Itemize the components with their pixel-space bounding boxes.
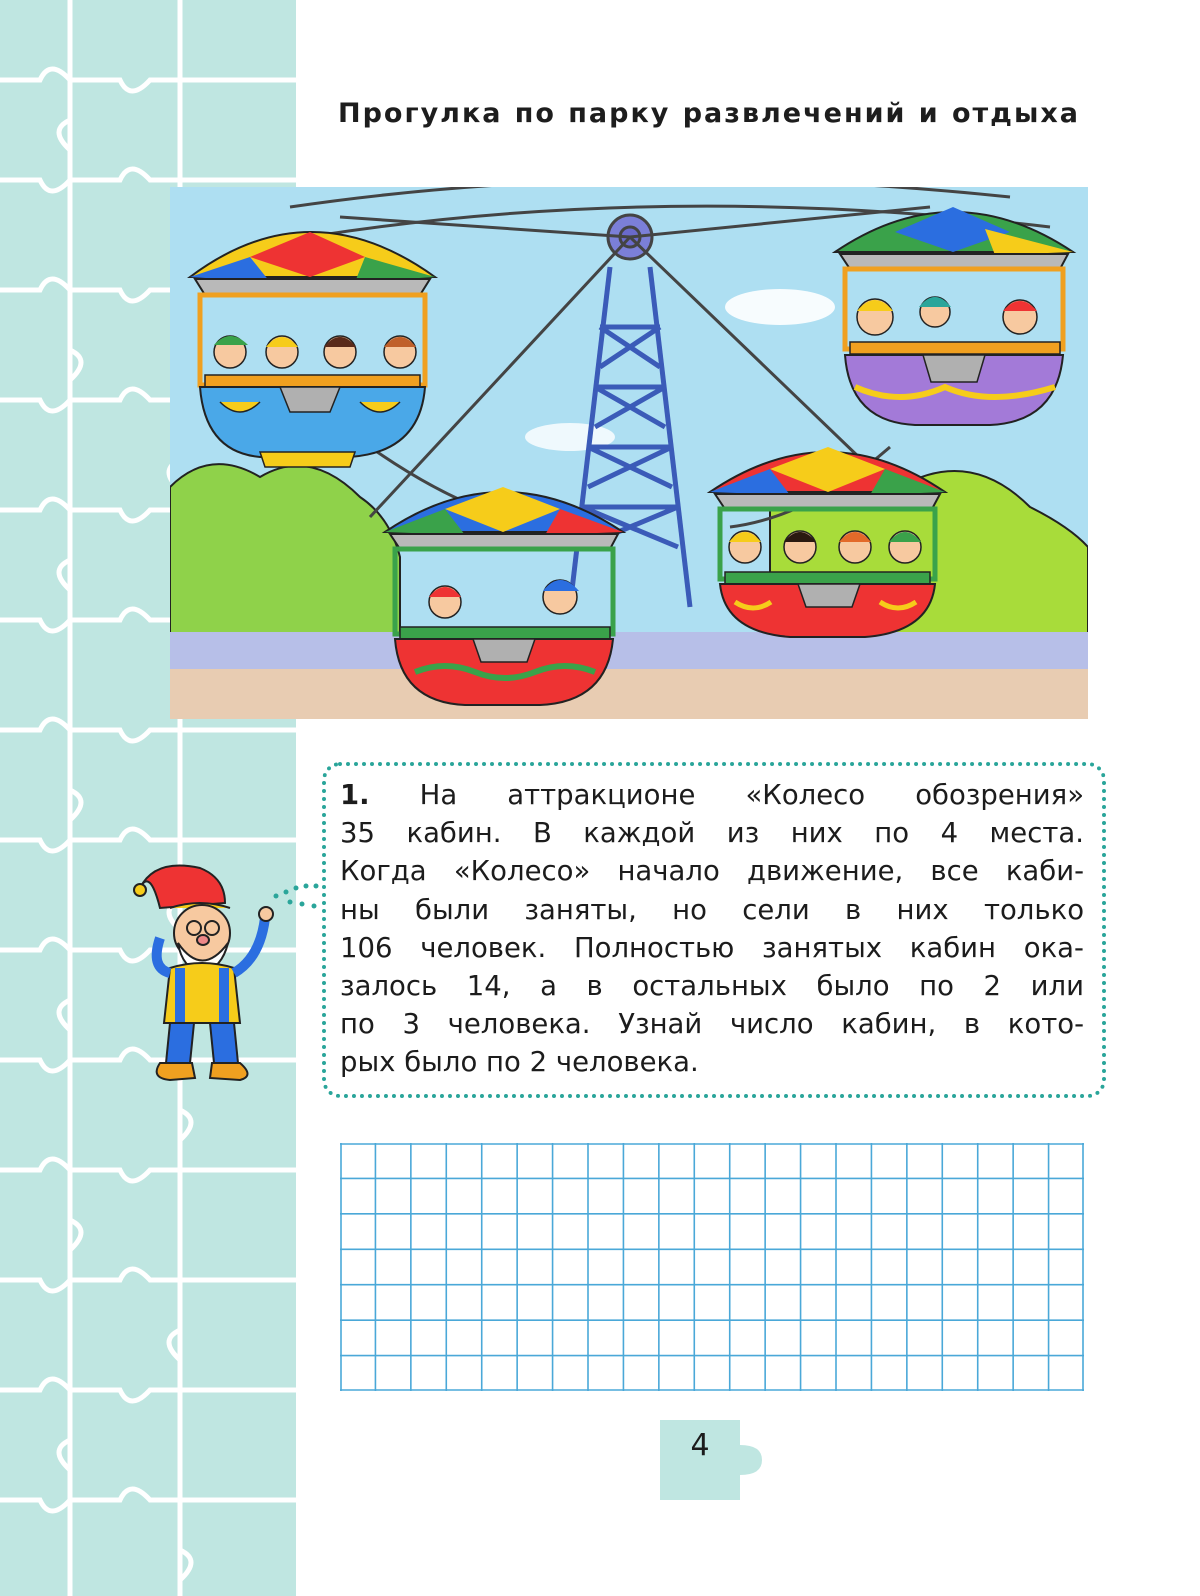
- task-number: 1.: [340, 779, 370, 811]
- task-word: аттракционе: [507, 779, 696, 811]
- task-line: [340, 852, 1084, 890]
- task-word: 2: [983, 969, 1002, 1002]
- ferris-wheel-icon: [170, 187, 1088, 719]
- task-word: а: [540, 969, 557, 1002]
- title-word: по: [514, 98, 556, 129]
- task-word: Когда: [340, 855, 427, 888]
- task-text: [340, 776, 1084, 1082]
- task-word: кабин: [909, 931, 997, 964]
- task-word: все: [930, 855, 979, 888]
- task-line: [340, 814, 1084, 852]
- task-word: каждой: [583, 817, 696, 850]
- task-word: остальных: [632, 969, 787, 1002]
- task-word: число: [729, 1008, 814, 1041]
- task-word: места.: [989, 817, 1084, 850]
- ferris-wheel-illustration: [170, 187, 1088, 719]
- task-word: по: [874, 817, 910, 850]
- task-word: них: [790, 817, 843, 850]
- task-word: 2: [529, 1046, 548, 1079]
- task-word: только: [983, 893, 1085, 926]
- task-word: были: [414, 893, 490, 926]
- task-word: по: [340, 1008, 375, 1041]
- page-title: [338, 98, 1080, 129]
- gnome-mascot-icon: [130, 848, 290, 1088]
- task-word: в: [845, 893, 862, 926]
- task-word: или: [1030, 969, 1084, 1002]
- page-number: 4: [690, 1428, 710, 1463]
- task-word: 4: [940, 817, 959, 850]
- task-word: из: [726, 817, 760, 850]
- task-word: человек.: [420, 931, 547, 964]
- task-word: 3: [402, 1008, 420, 1041]
- title-word: отдыха: [951, 98, 1080, 129]
- task-word: В: [532, 817, 552, 850]
- task-word: Полностью: [573, 931, 735, 964]
- title-word: развлечений: [682, 98, 907, 129]
- task-word: заняты,: [524, 893, 637, 926]
- task-word: них: [896, 893, 949, 926]
- task-word: 14,: [466, 969, 511, 1002]
- task-line: [340, 967, 1084, 1005]
- title-word: парку: [568, 98, 671, 129]
- task-line: [340, 891, 1084, 929]
- task-word: каби-: [1005, 855, 1085, 888]
- task-word: рых: [340, 1046, 396, 1079]
- task-line: [340, 776, 1084, 814]
- task-word: было: [404, 1046, 478, 1079]
- task-word: «Колесо»: [453, 855, 591, 888]
- task-word: ока-: [1023, 931, 1084, 964]
- task-line: [340, 1005, 1084, 1043]
- task-word: 35: [340, 817, 375, 850]
- task-word: человека.: [447, 1008, 591, 1041]
- task-word: кабин,: [841, 1008, 937, 1041]
- task-word: На: [419, 779, 458, 811]
- task-word: но: [672, 893, 707, 926]
- task-word: было: [816, 969, 890, 1002]
- task-word: движение,: [746, 855, 904, 888]
- task-word: залось: [340, 969, 438, 1002]
- task-word: кото-: [1007, 1008, 1084, 1041]
- task-word: в: [963, 1008, 981, 1041]
- task-word: Узнай: [618, 1008, 703, 1041]
- answer-grid[interactable]: [340, 1143, 1084, 1391]
- task-word: по: [919, 969, 954, 1002]
- task-word: занятых: [762, 931, 883, 964]
- task-word: «Колесо: [745, 779, 866, 811]
- task-word: по: [486, 1046, 521, 1079]
- task-word: сели: [742, 893, 810, 926]
- task-word: человека.: [555, 1046, 699, 1079]
- title-word: Прогулка: [338, 98, 503, 129]
- task-word: ны: [340, 893, 380, 926]
- task-word: кабин.: [406, 817, 502, 850]
- task-word: обозрения»: [915, 779, 1085, 811]
- title-word: и: [918, 98, 940, 129]
- task-line: [340, 1043, 1084, 1081]
- task-word: начало: [617, 855, 720, 888]
- task-word: в: [586, 969, 603, 1002]
- task-line: [340, 929, 1084, 967]
- task-word: 106: [340, 931, 393, 964]
